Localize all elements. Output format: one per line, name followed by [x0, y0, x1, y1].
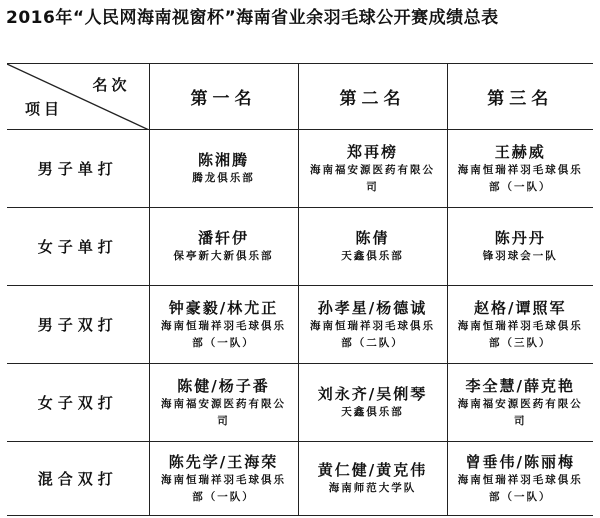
cell-second-place	[298, 208, 447, 286]
winner-name: 李全慧/薛克艳	[465, 376, 575, 395]
winner-club: 海南恒瑞祥羽毛球俱乐部（一队）	[457, 473, 583, 503]
table-row	[7, 286, 593, 364]
table-row	[7, 130, 593, 208]
cell-third-place	[447, 208, 593, 286]
winner-club: 海南福安源医药有限公司	[457, 397, 583, 427]
winner-name: 潘轩伊	[197, 229, 249, 247]
rank-label: 名次	[92, 76, 131, 94]
event-womens-doubles: 女子双打	[7, 364, 149, 442]
table-row	[7, 208, 593, 286]
event-womens-singles: 女子单打	[7, 208, 149, 286]
winner-name: 陈健/杨子番	[177, 376, 270, 395]
cell-third-place	[447, 286, 593, 364]
winner-club: 海南师范大学队	[328, 482, 417, 494]
cell-second-place	[298, 364, 447, 442]
column-header-third: 第三名	[447, 64, 593, 130]
winner-name: 刘永齐/吴俐琴	[317, 385, 428, 403]
winner-name: 赵格/谭照军	[474, 298, 567, 317]
winner-club: 天鑫俱乐部	[341, 250, 404, 262]
results-table	[7, 63, 593, 516]
column-header-first: 第一名	[149, 64, 298, 130]
event-mens-singles: 男子单打	[7, 130, 149, 208]
event-mixed-doubles: 混合双打	[7, 442, 149, 516]
winner-name: 钟豪毅/林尤正	[168, 298, 279, 317]
winner-name: 郑再榜	[346, 142, 398, 161]
winner-club: 海南恒瑞祥羽毛球俱乐部（一队）	[161, 473, 286, 503]
winner-club: 天鑫俱乐部	[341, 406, 404, 418]
cell-second-place	[298, 442, 447, 516]
column-header-second: 第二名	[298, 64, 447, 130]
diagonal-header-cell	[7, 64, 149, 130]
winner-name: 黄仁健/黄克伟	[317, 461, 428, 479]
winner-name: 曾垂伟/陈丽梅	[465, 452, 575, 471]
winner-club: 锋羽球会一队	[482, 250, 558, 262]
table-row	[7, 364, 593, 442]
winner-name: 陈湘腾	[197, 151, 249, 169]
event-label: 项目	[25, 100, 64, 118]
winner-club: 海南恒瑞祥羽毛球俱乐部（一队）	[161, 319, 286, 349]
winner-name: 孙孝星/杨德诚	[317, 298, 428, 317]
winner-club: 海南恒瑞祥羽毛球俱乐部（一队）	[457, 163, 583, 193]
page-title: 2016年“人民网海南视窗杯”海南省业余羽毛球公开赛成绩总表	[6, 8, 499, 28]
table-row	[7, 442, 593, 516]
winner-club: 海南恒瑞祥羽毛球俱乐部（三队）	[457, 319, 583, 349]
cell-third-place	[447, 130, 593, 208]
winner-name: 王赫威	[494, 142, 546, 161]
cell-third-place	[447, 364, 593, 442]
cell-second-place	[298, 130, 447, 208]
cell-third-place	[447, 442, 593, 516]
cell-first-place	[149, 364, 298, 442]
winner-club: 保亭新大新俱乐部	[173, 250, 274, 262]
cell-first-place	[149, 286, 298, 364]
winner-club: 海南福安源医药有限公司	[161, 397, 286, 427]
winner-name: 陈倩	[355, 229, 390, 247]
winner-name: 陈先学/王海荣	[168, 452, 279, 471]
header-row	[7, 64, 593, 130]
cell-second-place	[298, 286, 447, 364]
event-mens-doubles: 男子双打	[7, 286, 149, 364]
winner-club: 海南恒瑞祥羽毛球俱乐部（二队）	[310, 319, 435, 349]
cell-first-place	[149, 442, 298, 516]
winner-name: 陈丹丹	[494, 229, 546, 247]
winner-club: 腾龙俱乐部	[192, 172, 255, 184]
cell-first-place	[149, 130, 298, 208]
winner-club: 海南福安源医药有限公司	[310, 163, 435, 193]
cell-first-place	[149, 208, 298, 286]
